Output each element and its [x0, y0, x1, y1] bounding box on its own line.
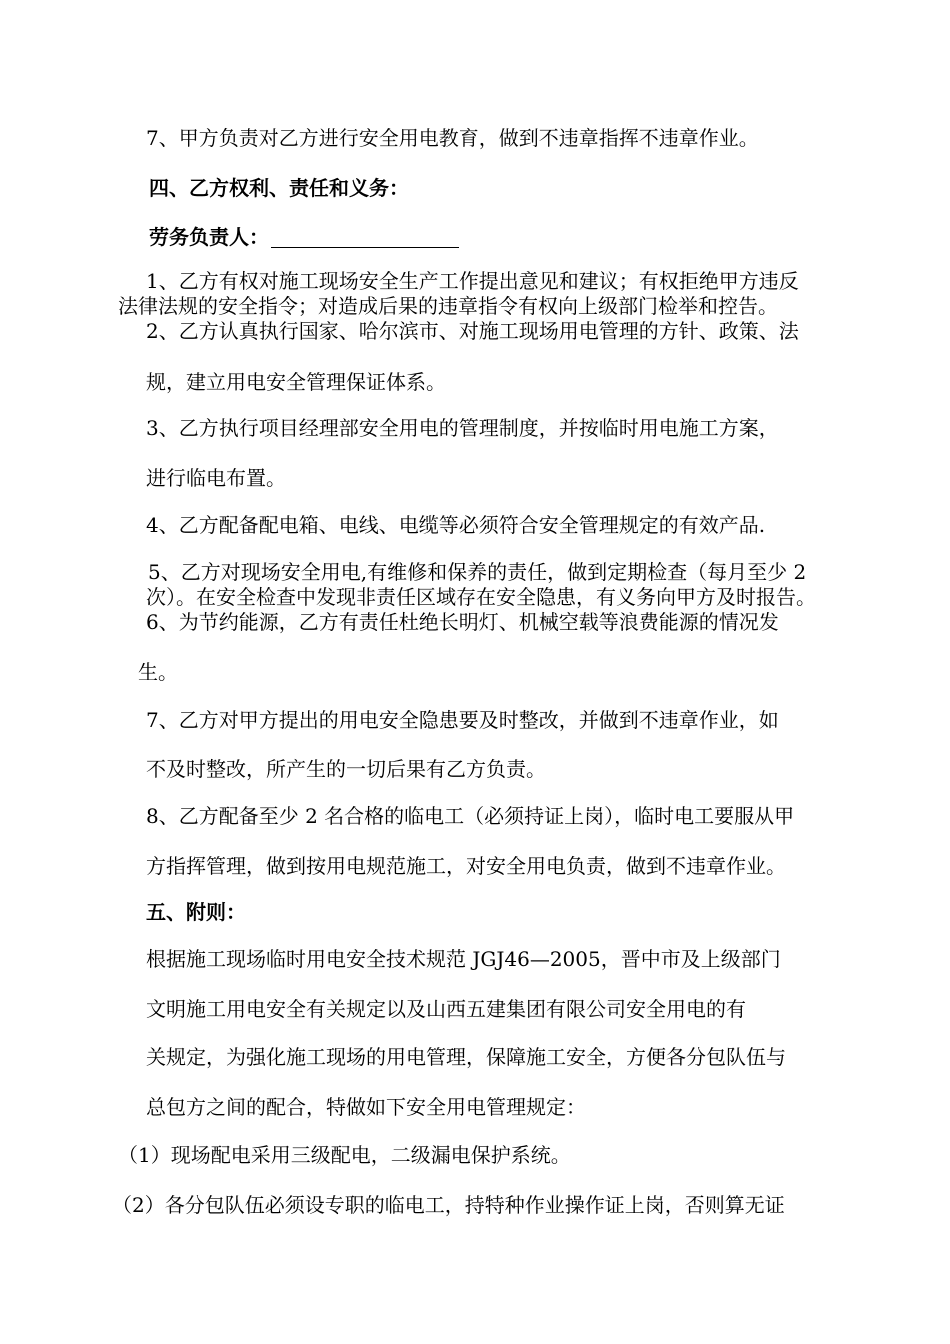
- clause-b2-line2: 规，建立用电安全管理保证体系。: [146, 370, 446, 394]
- section-heading-4: 四、乙方权利、责任和义务：: [149, 176, 409, 200]
- section-heading-5: 五、附则：: [146, 900, 246, 924]
- clause-a7: 7、甲方负责对乙方进行安全用电教育，做到不违章指挥不违章作业。: [146, 126, 759, 150]
- rules-intro-line3: 关规定，为强化施工现场的用电管理，保障施工安全，方便各分包队伍与: [146, 1045, 786, 1069]
- clause-b6-line1: 6、为节约能源，乙方有责任杜绝长明灯、机械空载等浪费能源的情况发: [146, 610, 779, 634]
- clause-b8-line1: 8、乙方配备至少 2 名合格的临电工（必须持证上岗），临时电工要服从甲: [146, 804, 795, 828]
- labor-manager-row: [149, 225, 459, 249]
- clause-b1-line1: 1、乙方有权对施工现场安全生产工作提出意见和建议；有权拒绝甲方违反: [146, 269, 799, 293]
- clause-b5-line1: 5、乙方对现场安全用电,有维修和保养的责任，做到定期检查（每月至少 2: [148, 560, 807, 584]
- rule-item-1: （1）现场配电采用三级配电，二级漏电保护系统。: [118, 1143, 571, 1167]
- clause-b1-line2: 法律法规的安全指令；对造成后果的违章指令有权向上级部门检举和控告。: [118, 294, 778, 318]
- clause-b5-line2: 次）。在安全检查中发现非责任区域存在安全隐患，有义务向甲方及时报告。: [146, 585, 816, 609]
- clause-b6-line2: 生。: [138, 660, 178, 684]
- rules-intro-line1: 根据施工现场临时用电安全技术规范 JGJ46—2005，晋中市及上级部门: [146, 947, 781, 971]
- rules-intro-line4: 总包方之间的配合，特做如下安全用电管理规定：: [146, 1095, 586, 1119]
- clause-b8-line2: 方指挥管理，做到按用电规范施工，对安全用电负责，做到不违章作业。: [146, 854, 786, 878]
- signature-blank: [271, 227, 459, 248]
- clause-b2-line1: 2、乙方认真执行国家、哈尔滨市、对施工现场用电管理的方针、政策、法: [146, 319, 799, 343]
- labor-manager-label: 劳务负责人：: [149, 225, 269, 249]
- clause-b7-line1: 7、乙方对甲方提出的用电安全隐患要及时整改，并做到不违章作业，如: [146, 708, 779, 732]
- rule-item-2: （2）各分包队伍必须设专职的临电工，持特种作业操作证上岗，否则算无证: [112, 1193, 785, 1217]
- clause-b3-line2: 进行临电布置。: [146, 466, 286, 490]
- clause-b4: 4、乙方配备配电箱、电线、电缆等必须符合安全管理规定的有效产品.: [146, 513, 766, 537]
- clause-b7-line2: 不及时整改，所产生的一切后果有乙方负责。: [146, 757, 546, 781]
- clause-b3-line1: 3、乙方执行项目经理部安全用电的管理制度，并按临时用电施工方案，: [146, 416, 779, 440]
- rules-intro-line2: 文明施工用电安全有关规定以及山西五建集团有限公司安全用电的有: [146, 997, 746, 1021]
